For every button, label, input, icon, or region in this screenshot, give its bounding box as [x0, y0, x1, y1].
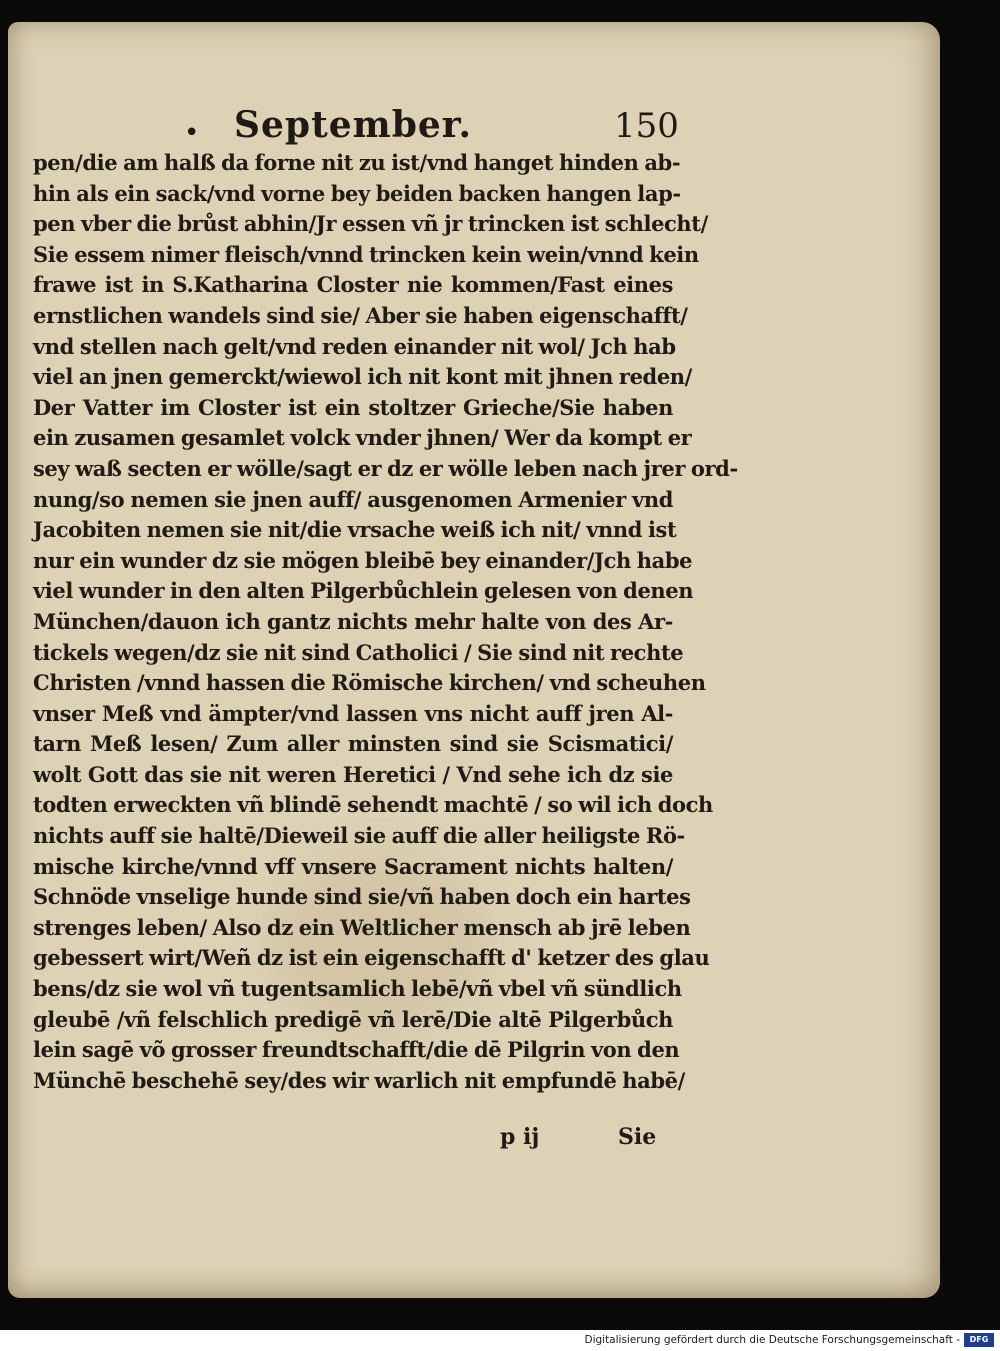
text-line: nung/so nemen sie jnen auff/ ausgenomen Armenier vnd [33, 486, 673, 512]
text-line: vnser Meß vnd ämpter/vnd lassen vns nicht auff jren Al- [33, 700, 673, 726]
text-line: bens/dz sie wol vñ tugentsamlich lebē/vñ vbel vñ sündlich [33, 976, 682, 1002]
running-title: September. [234, 104, 472, 146]
text-line: ein zusamen gesamlet volck vnder jhnen/ Wer da kompt er [33, 425, 692, 451]
text-line: pen vber die brůst abhin/Jr essen vñ jr trincken ist schlecht/ [33, 211, 708, 237]
text-line: gleubē /vñ felschlich predigē vñ lerē/Die altē Pilgerbůch [33, 1006, 673, 1032]
text-line: mische kirche/vnnd vff vnsere Sacrament nichts halten/ [33, 853, 673, 879]
signature-mark: p ij [500, 1124, 540, 1150]
text-line: nur ein wunder dz sie mögen bleibē bey einander/Jch habe [33, 547, 693, 573]
text-line: Jacobiten nemen sie nit/die vrsache weiß ich nit/ vnnd ist [33, 517, 677, 543]
text-line: München/dauon ich gantz nichts mehr halte von des Ar- [33, 608, 673, 634]
text-line: Der Vatter im Closter ist ein stoltzer Grieche/Sie haben [33, 394, 673, 420]
dfg-logo: DFG [964, 1333, 994, 1347]
text-line: sey waß secten er wölle/sagt er dz er wölle leben nach jrer ord- [33, 455, 738, 481]
body-text [33, 148, 738, 1096]
text-line: Münchē beschehē sey/des wir warlich nit empfundē habē/ [33, 1067, 685, 1093]
text-line: frawe ist in S.Katharina Closter nie kommen/Fast eines [33, 272, 673, 298]
text-line: wolt Gott das sie nit weren Heretici / Vnd sehe ich dz sie [33, 761, 673, 787]
text-line: Christen /vnnd hassen die Römische kirchen/ vnd scheuhen [33, 670, 706, 696]
signature-line [8, 1124, 940, 1158]
text-line: viel wunder in den alten Pilgerbůchlein gelesen von denen [33, 578, 694, 604]
text-line: Sie essem nimer fleisch/vnnd trincken kein wein/vnnd kein [33, 241, 699, 267]
text-line: hin als ein sack/vnd vorne bey beiden backen hangen lap- [33, 180, 681, 206]
funding-notice: Digitalisierung gefördert durch die Deutsche Forschungsgemeinschaft - [584, 1334, 960, 1346]
book-page [8, 22, 940, 1298]
text-line: gebessert wirt/Weñ dz ist ein eigenschafft d' ketzer des glau [33, 945, 710, 971]
running-header [8, 104, 940, 148]
text-line: lein sagē võ grosser freundtschafft/die dē Pilgrin von den [33, 1037, 680, 1063]
catchword: Sie [618, 1124, 657, 1150]
text-line: Schnöde vnselige hunde sind sie/vñ haben doch ein hartes [33, 884, 691, 910]
text-line: pen/die am halß da forne nit zu ist/vnd hanget hinden ab- [33, 150, 681, 175]
text-line: ernstlichen wandels sind sie/ Aber sie haben eigenschafft/ [33, 302, 688, 328]
text-line: tickels wegen/dz sie nit sind Catholici / Sie sind nit rechte [33, 639, 684, 665]
text-line: vnd stellen nach gelt/vnd reden einander nit wol/ Jch hab [33, 333, 676, 359]
text-line: strenges leben/ Also dz ein Weltlicher mensch ab jrē leben [33, 914, 691, 940]
text-line: tarn Meß lesen/ Zum aller minsten sind sie Scismatici/ [33, 731, 673, 757]
digitization-footer [0, 1330, 1000, 1351]
page-number: 150 [614, 106, 679, 146]
text-line: todten erweckten vñ blindē sehendt machtē / so wil ich doch [33, 792, 713, 818]
text-line: viel an jnen gemerckt/wiewol ich nit kont mit jhnen reden/ [33, 364, 692, 390]
header-ornament: • [184, 118, 200, 148]
text-line: nichts auff sie haltē/Dieweil sie auff die aller heiligste Rö- [33, 823, 685, 849]
